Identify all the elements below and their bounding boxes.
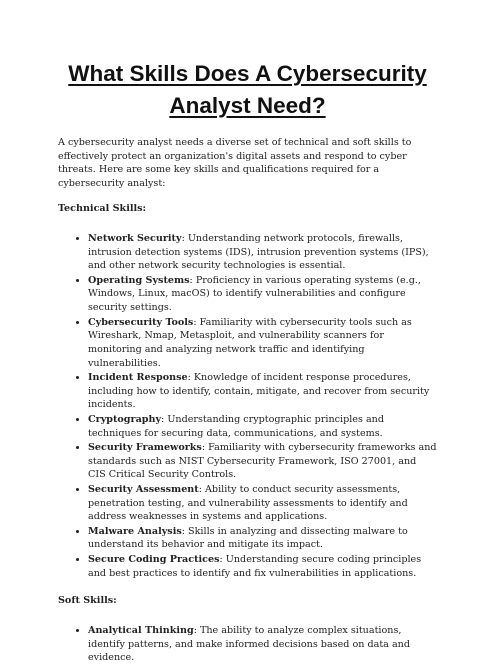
skill-term: Network Security (88, 233, 182, 245)
soft-skills-list (58, 624, 437, 665)
soft-skills-heading: Soft Skills: (58, 595, 117, 607)
skill-description: : Skills in analyzing and dissecting malware to understand its behavior and mitigate its impact. (88, 525, 408, 551)
skill-term: Cryptography (88, 413, 162, 425)
page-title (58, 58, 437, 122)
skill-description: : Familiarity with cybersecurity tools such as Wireshark, Nmap, Metasploit, and vulnerability scanners for monitoring and analyzing network traffic and identifying vulnerabilities. (88, 316, 412, 369)
list-item (88, 553, 437, 580)
list-item (88, 441, 437, 482)
list-item (88, 371, 437, 412)
list-item (88, 274, 437, 315)
intro-paragraph: A cybersecurity analyst needs a diverse set of technical and soft skills to effectively protect an organization's digital assets and respond to cyber threats. Here are some key skills and qualifications required for a cybersecurity analyst: (58, 137, 412, 189)
technical-skills-list (58, 232, 437, 580)
list-item (88, 232, 437, 273)
skill-description: : Ability to conduct security assessments, penetration testing, and vulnerability assessments to identify and address weaknesses in systems and applications. (88, 484, 408, 523)
skill-description: : Proficiency in various operating systems (e.g., Windows, Linux, macOS) to identify vulnerabilities and configure security settings. (88, 274, 421, 314)
list-item (88, 483, 437, 524)
skill-term: Malware Analysis (88, 525, 182, 537)
skill-term: Analytical Thinking (88, 624, 194, 636)
list-item (88, 413, 437, 440)
skill-description: : Familiarity with cybersecurity frameworks and standards such as NIST Cybersecurity Framework, ISO 27001, and CIS Critical Security Controls. (88, 442, 437, 481)
skill-description: : The ability to analyze complex situations, identify patterns, and make informed decisions based on data and evidence. (88, 624, 410, 664)
skill-term: Security Frameworks (88, 442, 202, 454)
skill-description: : Understanding cryptographic principles and techniques for securing data, communications, and systems. (88, 413, 384, 439)
title-line-1: What Skills Does A Cybersecurity (68, 61, 427, 86)
title-line-2: Analyst Need? (169, 93, 326, 118)
list-item (88, 316, 437, 370)
skill-term: Operating Systems (88, 274, 190, 286)
list-item (88, 624, 437, 665)
skill-term: Cybersecurity Tools (88, 316, 194, 328)
technical-skills-heading: Technical Skills: (58, 203, 147, 215)
skill-term: Security Assessment (88, 484, 199, 496)
list-item (88, 525, 437, 552)
skill-description: : Understanding network protocols, firewalls, intrusion detection systems (IDS), intrusion prevention systems (IPS), and other network security technologies is essential. (88, 233, 429, 272)
skill-description: : Understanding secure coding principles and best practices to identify and fix vulnerabilities in applications. (88, 554, 422, 579)
skill-description: : Knowledge of incident response procedures, including how to identify, contain, mitigate, and recover from security incidents. (88, 372, 430, 411)
skill-term: Incident Response (88, 372, 188, 384)
skill-term: Secure Coding Practices (88, 554, 220, 566)
